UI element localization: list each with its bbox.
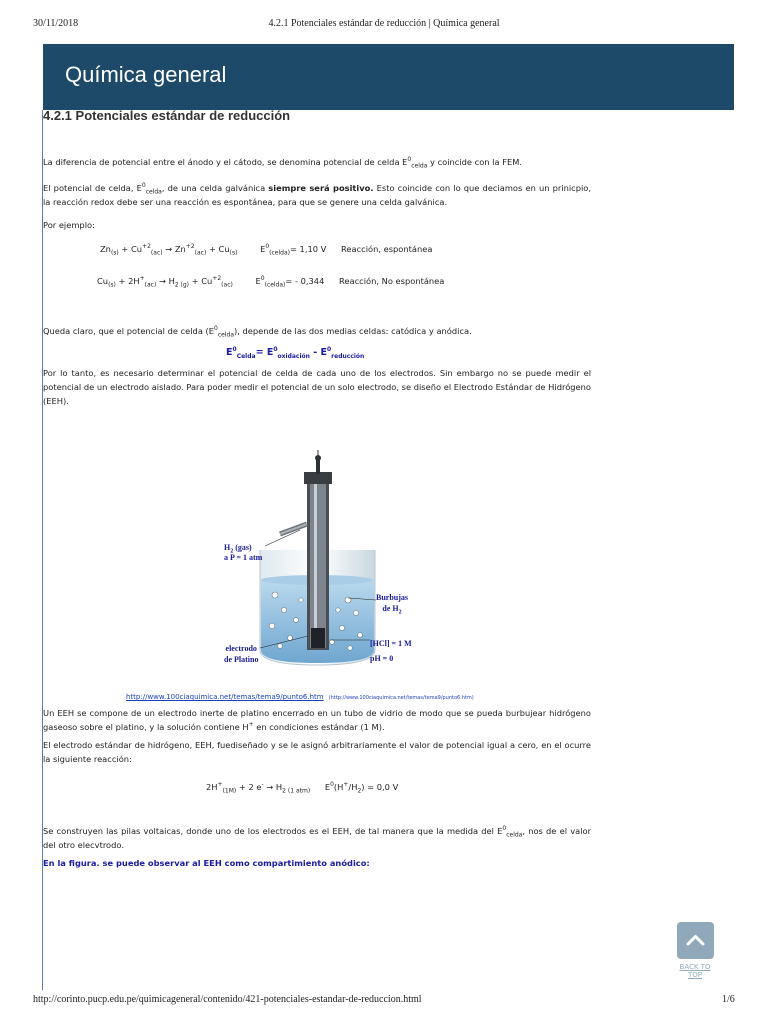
paragraph-voltaic: Se construyen las pilas voltaicas, donde uno de los electrodos es el EEH, de tal manera que la medida del $E^0_{celda}$, nos de el valor del otro elecvtrodo. bbox=[43, 825, 591, 850]
paragraph-eeh-composition: Un EEH se compone de un electrodo inerte de platino encerrado en un tubo de vidrio de modo que se pueda burbujear hidrógeno gaseoso sobre el platino, y la solución contiene H+ en condiciones estándar (1 M). bbox=[43, 708, 591, 732]
article-content-lower bbox=[43, 706, 591, 870]
article-content bbox=[43, 108, 591, 408]
back-to-top-label[interactable]: BACK TO TOP bbox=[679, 963, 711, 979]
page-title: 4.2.1 Potenciales estándar de reducción bbox=[43, 108, 291, 123]
reaction-zn-cu: $Zn_{(s)} + Cu^{+2}_{(ac)} \to Zn^{+2}_{(ac)} + Cu_{(s)}$ $E^0_{(celda)}= 1,10$ V Reacción, espontánea bbox=[100, 243, 433, 257]
paragraph-eeh-intro: Por lo tanto, es necesario determinar el potencial de celda de cada uno de los electrodos. Sin embargo no se puede medir el potencial de un electrodo aislado. Para poder medir el potencial de un solo electrodo, se diseño el Electrodo Estándar de Hidrógeno (EEH). bbox=[43, 368, 591, 406]
paragraph-example: Por ejemplo: bbox=[43, 220, 95, 230]
source-link-line bbox=[126, 684, 474, 703]
paragraph-eeh-zero: El electrodo estándar de hidrógeno, EEH, fuediseñado y se le asignó arbitrariamente el valor de potencial igual a cero, en el ocurre la siguiente reacción: bbox=[43, 740, 591, 764]
reaction-note: Reacción, espontánea bbox=[341, 244, 433, 254]
back-to-top-button[interactable] bbox=[677, 922, 714, 959]
paragraph-positive: El potencial de celda, $E^0_{celda}$, de una celda galvánica siempre será positivo. Esto coincide con lo que deciamos en un prinicpio, la reacción redox debe ser una reacción es espontánea, para que se genere una celda galvánica. bbox=[43, 182, 591, 207]
site-title[interactable]: Química general bbox=[65, 62, 227, 87]
paragraph-figure-anodic: En la figura. se puede observar al EEH como compartimiento anódico: bbox=[43, 858, 370, 868]
reaction-cu-h: $Cu_{(s)} + 2H^+_{(ac)} \to H_{2 (g)} + Cu^{+2}_{(ac)}$ $E^0_{(celda)}= - 0,344$ Reacción, No espontánea bbox=[97, 275, 445, 289]
source-link-small[interactable]: (http://www.100ciaquimica.net/temas/tema9/punto6.htm) bbox=[328, 695, 474, 701]
eeh-reaction: $2H^+_{(1M)} + 2$ $e^- \to H_{2 (1 atm)}$ $E^0(H^+/H_2) = 0,0$ V bbox=[206, 781, 399, 795]
site-banner bbox=[43, 44, 734, 110]
source-link[interactable]: http://www.100ciaquimica.net/temas/tema9/punto6.htm bbox=[126, 693, 324, 701]
label-electrode: electrodo de Platino bbox=[224, 644, 259, 664]
eeh-figure bbox=[180, 450, 430, 680]
label-h2-gas: $H_2$ (gas) a P = 1 atm bbox=[224, 543, 263, 562]
print-header bbox=[0, 18, 768, 32]
print-footer bbox=[0, 994, 768, 1008]
label-concentration: [HCl] = 1 M pH = 0 bbox=[370, 639, 412, 663]
label-bubbles: Burbujas de $H_2$ bbox=[376, 593, 409, 616]
print-date: 30/11/2018 bbox=[33, 18, 79, 29]
reaction-note: Reacción, No espontánea bbox=[339, 276, 445, 286]
print-url: http://corinto.pucp.edu.pe/quimicageneral/contenido/421-potenciales-estandar-de-reduccion.html bbox=[33, 994, 422, 1005]
chevron-up-icon bbox=[677, 922, 714, 959]
paragraph-fem: La diferencia de potencial entre el ánodo y el cátodo, se denomina potencial de celda $E^0_{celda}$ y coincide con la FEM. bbox=[43, 156, 523, 170]
cell-potential-equation: $E^0_{Celda}= E^0_{oxidación} - E^0_{reducción}$ bbox=[226, 345, 365, 360]
page-number: 1/6 bbox=[722, 994, 735, 1005]
print-title: 4.2.1 Potenciales estándar de reducción | Química general bbox=[268, 18, 500, 29]
paragraph-half-cells: Queda claro, que el potencial de celda $(E^0_{celda})$, depende de las dos medias celdas: catódica y anódica. bbox=[43, 325, 472, 339]
